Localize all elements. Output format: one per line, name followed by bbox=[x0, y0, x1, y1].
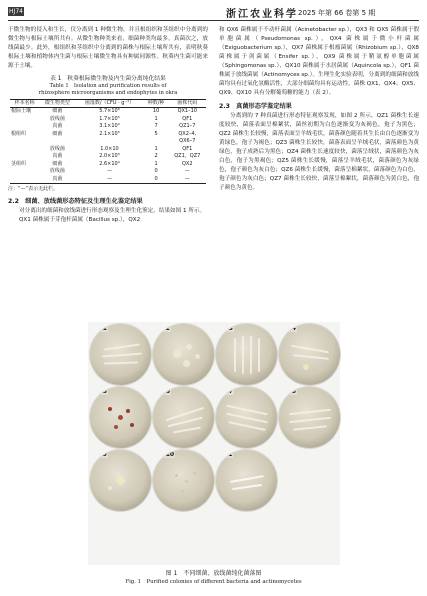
colony-figure bbox=[88, 322, 340, 565]
petri-dish-plate bbox=[90, 450, 151, 511]
petri-dish-plate bbox=[279, 387, 340, 448]
cell-species: 0 bbox=[144, 176, 169, 184]
genus-paragraph: 和 QX6 菌株属于不动杆菌属（Acinetobacter sp.），QX3 和 QX5 菌株属于假单胞菌属（Pseudomonas sp.），QX4 菌株属于微小杆菌属（Exiguobacterium sp.），QX7 菌株属于根瘤菌属（Rhizobium sp.），QX8 菌株属于剑菌属（Ensifer sp.），QX9 菌株属于鞘氨醇单胞菌属（Sphingomonas sp.），QX10 菌株属于水居菌属（Aquincola sp.），QF1 菌株属于放线菌属（Actinomyces sp.）。生理生化实验表明，分离到的细菌和放线菌均具有过氧化氢酶活性，大部分细菌均具有运动性。菌株 QX1、QX4、QX5、QX9、QX10 具有分解葡萄糖的能力（表 2）。 bbox=[219, 27, 419, 96]
plate-label: QX4 bbox=[282, 325, 296, 332]
table-row bbox=[10, 123, 206, 131]
cell-count: 3.1×10⁴ bbox=[99, 123, 120, 130]
figure-caption-cn: 图 1 不同细菌、放线菌纯化菌落图 bbox=[165, 570, 262, 577]
header-type: 微生物类型 bbox=[39, 100, 75, 108]
plate-label: QF1 bbox=[219, 451, 233, 458]
table-caption-en-line2: rhizosphere microorganisms and endophytes in okra bbox=[38, 90, 178, 96]
cell-count: — bbox=[75, 176, 143, 184]
page-number: HJ74 bbox=[9, 8, 23, 15]
plate-label: QX9 bbox=[93, 451, 107, 458]
cell-count: 5.7×10⁶ bbox=[99, 108, 120, 115]
cell-sample: 根际土壤 bbox=[11, 108, 32, 115]
table-caption-en-line1: Table 1 Isolation and purification results of bbox=[49, 83, 167, 89]
table-row bbox=[10, 176, 206, 184]
cell-sample bbox=[10, 176, 39, 184]
section-2-2-paragraph-1: 对分离出的细菌和放线菌进行形态观察及生理生化鉴定，结果如图 1 所示。 bbox=[19, 208, 206, 214]
section-2-3-heading: 2.3 真菌形态学鉴定结果 bbox=[219, 103, 292, 110]
plate-label: QX8 bbox=[282, 388, 296, 395]
header-sample: 样本名称 bbox=[10, 100, 39, 108]
cell-sample bbox=[10, 146, 39, 154]
section-2-2-heading: 2.2 细菌、放线菌形态特征及生理生化鉴定结果 bbox=[8, 198, 143, 205]
cell-type: 真菌 bbox=[39, 176, 75, 184]
cell-count: — bbox=[106, 168, 112, 175]
plate-label: QX3 bbox=[219, 325, 233, 332]
cell-species: 1 bbox=[154, 115, 158, 122]
cell-code: — bbox=[184, 168, 190, 175]
plate-label: QX2 bbox=[156, 325, 170, 332]
cell-count: 2.6×10⁴ bbox=[99, 160, 120, 167]
cell-count: 1.7×10⁵ bbox=[99, 115, 120, 122]
cell-code: QF1 bbox=[182, 145, 193, 152]
petri-dish-plate bbox=[279, 324, 340, 385]
petri-dish-plate bbox=[153, 324, 214, 385]
table-row bbox=[10, 108, 206, 116]
petri-dish-plate bbox=[90, 324, 151, 385]
plate-label: QX6 bbox=[156, 388, 170, 395]
cell-type: 真菌 bbox=[52, 123, 63, 130]
petri-dish-plate bbox=[153, 387, 214, 448]
table-header-row bbox=[10, 100, 206, 108]
plate-label: QX10 bbox=[156, 451, 175, 458]
cell-count: 1.0×10 bbox=[100, 145, 119, 152]
header-species: 种数/种 bbox=[144, 100, 169, 108]
cell-sample bbox=[10, 153, 39, 161]
cell-type: 放线菌 bbox=[49, 168, 65, 175]
cell-species: 2 bbox=[154, 153, 158, 160]
left-column bbox=[8, 26, 208, 225]
cell-code: QZ1，QZ7 bbox=[174, 153, 201, 160]
header-count: 菌落数/（CFU · g⁻¹） bbox=[75, 100, 143, 108]
page-header bbox=[8, 4, 419, 21]
table-row bbox=[10, 116, 206, 124]
cell-count bbox=[75, 138, 143, 146]
plate-label: QX7 bbox=[219, 388, 233, 395]
cell-code: QX2 bbox=[182, 160, 193, 167]
cell-code: QX1–10 bbox=[177, 108, 197, 115]
cell-sample bbox=[10, 138, 39, 146]
cell-sample bbox=[10, 123, 39, 131]
petri-dish-plate bbox=[153, 450, 214, 511]
cell-type: 细菌 bbox=[52, 130, 63, 137]
isolation-table bbox=[10, 99, 206, 184]
cell-species: 0 bbox=[154, 168, 158, 175]
cell-code: — bbox=[169, 176, 206, 184]
table-row bbox=[10, 168, 206, 176]
cell-species: 7 bbox=[154, 123, 158, 130]
cell-code: QF1 bbox=[182, 115, 193, 122]
petri-dish-plate bbox=[216, 450, 277, 511]
cell-species: 5 bbox=[154, 130, 158, 137]
figure-caption-en: Fig. 1 Purified colonies of different bacteria and actinomycetes bbox=[125, 579, 302, 585]
petri-dish-plate bbox=[90, 387, 151, 448]
cell-code: QZ1–7 bbox=[179, 123, 196, 130]
cell-type bbox=[39, 138, 75, 146]
right-column bbox=[219, 26, 419, 193]
petri-dish-plate bbox=[216, 324, 277, 385]
journal-title: 浙江农业科学 bbox=[226, 9, 298, 20]
table-row bbox=[10, 153, 206, 161]
cell-type: 真菌 bbox=[52, 153, 63, 160]
table-row bbox=[10, 161, 206, 169]
cell-sample bbox=[10, 168, 39, 176]
cell-species: 10 bbox=[152, 108, 160, 115]
table-row bbox=[10, 138, 206, 146]
cell-sample bbox=[10, 116, 39, 124]
cell-species: 1 bbox=[154, 160, 158, 167]
header-code: 菌株代码 bbox=[169, 100, 206, 108]
table-caption-cn: 表 1 秋葵根际微生物及内生菌分离纯化结果 bbox=[50, 76, 166, 82]
plate-label: QX5 bbox=[93, 388, 107, 395]
cell-species bbox=[144, 138, 169, 146]
petri-dish-plate bbox=[216, 387, 277, 448]
cell-count: 2.0×10³ bbox=[99, 153, 120, 160]
cell-sample: 茎组织 bbox=[11, 160, 27, 167]
cell-count: 2.1×10⁵ bbox=[99, 130, 120, 137]
fungi-paragraph: 分离到的 7 种真菌进行形态特征观察发现，如图 2 所示，QZ1 菌株生长速度较快，菌落表面呈棉絮状，菌丝初期为白色逐渐变为灰褐色，孢子为黑色；QZ2 菌株生长较慢，菌落表面呈羊绒毛状，菌落颜色随着其生长由白色逐渐变为黄绿色，孢子为褐色；QZ3 菌株生长较快，菌落表面呈羊绒毛状，菌落颜色为黄绿色，孢子成熟后为黑色；QZ4 菌株生长速度较快，菌落呈绒状，菌落颜色为灰白色，孢子为黑褐色；QZ5 菌株生长缓慢，菌落呈羊绒毛状，菌落颜色为灰绿色，孢子颜色为灰白色；QZ6 菌株生长缓慢，菌落呈棉絮状，菌落颜色为白色，孢子颜色为灰白色；QZ7 菌株生长较快，菌落呈棉絮状，菌落颜色为黄白色，孢子颜色为黄色。 bbox=[219, 113, 419, 191]
table-row bbox=[10, 131, 206, 139]
cell-type: 放线菌 bbox=[49, 115, 65, 122]
cell-type: 放线菌 bbox=[49, 145, 65, 152]
cell-code: QX6–7 bbox=[179, 138, 196, 145]
cell-sample: 根组织 bbox=[11, 130, 27, 137]
cell-type: 细菌 bbox=[52, 160, 63, 167]
cell-type: 细菌 bbox=[52, 108, 63, 115]
section-2-2-paragraph-2: QX1 菌株属于芽孢杆菌属（Bacillus sp.），QX2 bbox=[19, 217, 141, 223]
issue-info: 2025 年第 66 卷第 5 期 bbox=[298, 9, 376, 17]
plate-label: QX1 bbox=[93, 325, 107, 332]
cell-code: QX2–4, bbox=[178, 130, 197, 137]
table-row bbox=[10, 146, 206, 154]
table-note: 注：“—”表示无此栏。 bbox=[8, 186, 59, 192]
intro-paragraph: 于微生物的侵入和生长，仅分离到 1 种微生物，并且根组织和茎组织中分离到的微生物与根际土壤所共有。从微生物种类来看，细菌种类均最多，真菌次之，放线菌最少。此外，根组织和茎组织中分离到的菌株与根际土壤所共有，表明秋葵根际土壤和植物体内生菌与根际土壤微生物具有种属同源性。秋葵内生菌可能来源于土壤。 bbox=[8, 27, 208, 69]
cell-species: 1 bbox=[154, 145, 158, 152]
